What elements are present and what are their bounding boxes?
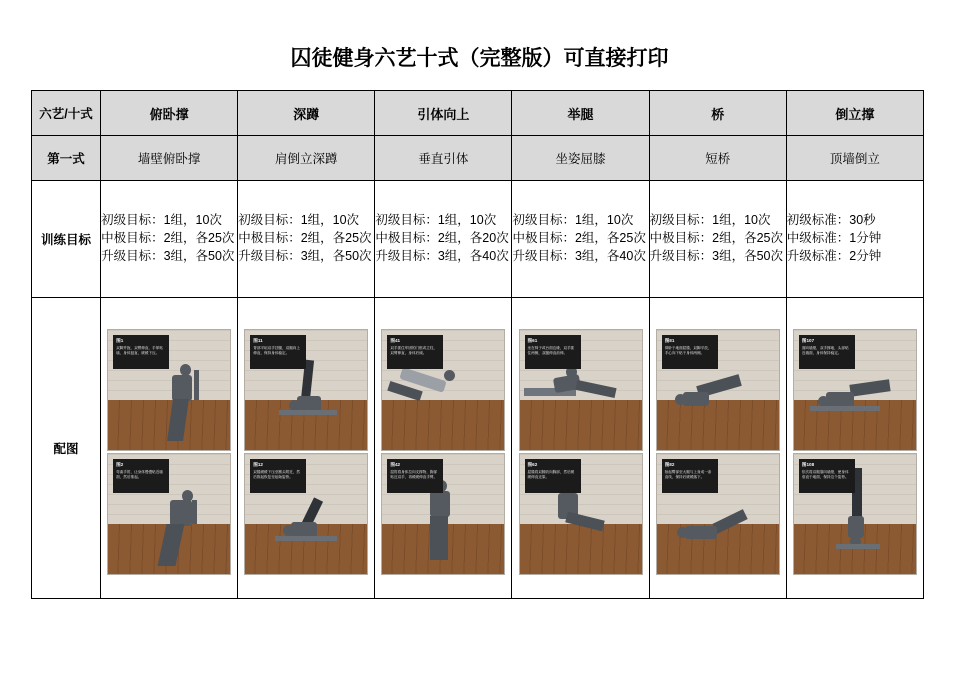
photo-caption xyxy=(113,335,169,369)
figure-head xyxy=(675,394,686,405)
exercise-photo xyxy=(381,329,505,451)
photo-caption-label: 图12 xyxy=(253,462,263,467)
photo-caption-text: 仰卧于地面屈膝，双脚平放，手心向下贴于身体两侧。 xyxy=(664,345,712,356)
photo-caption-text: 双脚并拢，双臂伸直，手掌贴墙，身体挺直，缓缓下压。 xyxy=(116,345,163,356)
first-form-row xyxy=(32,136,924,181)
header-exercise-1: 深蹲 xyxy=(238,91,375,136)
figure-torso xyxy=(291,522,317,537)
first-form-4: 短桥 xyxy=(649,136,786,181)
figure-head xyxy=(677,527,688,538)
photo-caption-text: 面向墙壁，双手撑地，头部贴近墙面，身体保持稳定。 xyxy=(801,345,849,356)
photo-stack-5 xyxy=(787,321,923,575)
figure-arm xyxy=(192,500,197,524)
exercise-photo xyxy=(381,453,505,575)
figure-torso xyxy=(685,526,717,539)
photo-caption-label: 图2 xyxy=(116,462,124,467)
photo-floor xyxy=(520,400,642,450)
header-exercise-4: 桥 xyxy=(649,91,786,136)
figure-torso xyxy=(172,375,192,401)
picture-cell-0 xyxy=(101,298,238,599)
photo-caption xyxy=(525,459,581,493)
exercise-photo xyxy=(519,329,643,451)
photo-floor xyxy=(657,400,779,450)
page-title: 囚徒健身六艺十式（完整版）可直接打印 xyxy=(290,47,669,70)
header-row-label: 六艺/十式 xyxy=(32,91,101,136)
exercise-photo xyxy=(244,453,368,575)
picture-cell-1 xyxy=(238,298,375,599)
training-goal-label: 训练目标 xyxy=(32,181,101,298)
header-exercise-3: 举腿 xyxy=(512,91,649,136)
photo-caption xyxy=(250,459,306,493)
photo-caption xyxy=(525,335,581,369)
first-form-0: 墙壁俯卧撑 xyxy=(101,136,238,181)
training-goal-2: 初级目标：1组，10次 中极目标：2组，各20次 升级目标：3组，各40次 xyxy=(375,181,512,298)
photo-caption-label: 图108 xyxy=(801,462,815,467)
exercise-photo xyxy=(793,329,917,451)
photo-stack-1 xyxy=(238,321,374,575)
exercise-table xyxy=(31,90,924,599)
photo-caption-text: 屈膝将双腿收向胸部，然后缓缓伸直还原。 xyxy=(527,469,575,480)
figure-torso xyxy=(826,392,854,406)
first-form-3: 坐姿屈膝 xyxy=(512,136,649,181)
figure-legs xyxy=(430,516,448,560)
photo-caption xyxy=(113,459,169,493)
photo-stack-3 xyxy=(512,321,648,575)
exercise-photo xyxy=(656,329,780,451)
photo-caption xyxy=(799,335,855,369)
photo-caption-text: 弯曲手肘，让身体慢慢贴近墙面，然后推起。 xyxy=(116,469,163,480)
exercise-photo xyxy=(107,329,231,451)
photo-caption xyxy=(250,335,306,369)
exercise-photo xyxy=(244,329,368,451)
photo-caption-text: 背部平坦双手扶腰，双腿向上伸直，保持身体稳定。 xyxy=(253,345,300,356)
photo-caption xyxy=(662,459,718,493)
training-goal-1: 初级目标：1组，10次 中极目标：2组，各25次 升级目标：3组，各50次 xyxy=(238,181,375,298)
photo-caption-label: 图41 xyxy=(390,338,401,343)
photo-caption-label: 图82 xyxy=(664,462,675,467)
photo-caption-label: 图81 xyxy=(664,338,675,343)
picture-label: 配图 xyxy=(32,298,101,599)
training-goal-row xyxy=(32,181,924,298)
photo-caption-label: 图107 xyxy=(801,338,815,343)
exercise-photo xyxy=(519,453,643,575)
header-exercise-0: 俯卧撑 xyxy=(101,91,238,136)
photo-caption-label: 图42 xyxy=(390,462,401,467)
exercise-photo xyxy=(107,453,231,575)
photo-caption-label: 图61 xyxy=(527,338,538,343)
photo-caption-label: 图1 xyxy=(116,338,124,343)
photo-caption-label: 图11 xyxy=(253,338,263,343)
photo-caption-text: 双手抓住牢固的门框或立柱，双臂伸直，身体后倾。 xyxy=(390,345,438,356)
photo-floor xyxy=(382,400,504,450)
photo-caption-text: 抬起臀部至大腿与上身成一条直线，保持后缓缓落下。 xyxy=(664,469,712,480)
picture-cell-5 xyxy=(786,298,923,599)
picture-cell-2 xyxy=(375,298,512,599)
picture-cell-3 xyxy=(512,298,649,599)
exercise-photo xyxy=(656,453,780,575)
figure-torso xyxy=(683,392,709,406)
header-exercise-2: 引体向上 xyxy=(375,91,512,136)
photo-caption-text: 屈肘将身体拉向支撑物，胸部贴近双手，再缓缓伸直手臂。 xyxy=(390,469,438,480)
training-goal-0: 初级目标：1组，10次 中极目标：2组，各25次 升级目标：3组，各50次 xyxy=(101,181,238,298)
training-goal-4: 初级目标：1组，10次 中极目标：2组，各25次 升级目标：3组，各50次 xyxy=(649,181,786,298)
exercise-mat xyxy=(810,406,880,411)
figure-torso xyxy=(848,516,864,538)
picture-cell-4 xyxy=(649,298,786,599)
exercise-mat xyxy=(275,536,337,541)
figure-arm xyxy=(194,370,199,400)
header-exercise-5: 倒立撑 xyxy=(786,91,923,136)
exercise-mat xyxy=(836,544,880,549)
figure-torso xyxy=(430,491,450,517)
photo-stack-2 xyxy=(375,321,511,575)
photo-caption-text: 坐在椅子或台面边缘，双手抓住两侧，双腿伸直前伸。 xyxy=(527,345,575,356)
first-form-label: 第一式 xyxy=(32,136,101,181)
training-goal-3: 初级目标：1组，10次 中极目标：2组，各25次 升级目标：3组，各40次 xyxy=(512,181,649,298)
photo-caption xyxy=(387,459,443,493)
exercise-photo xyxy=(793,453,917,575)
photo-caption xyxy=(799,459,855,493)
photo-floor xyxy=(520,524,642,574)
photo-caption-text: 双膝缓缓下压至额头附近，然后推起恢复至起始姿势。 xyxy=(253,469,300,480)
first-form-5: 顶墙倒立 xyxy=(786,136,923,181)
photo-caption-label: 图62 xyxy=(527,462,538,467)
first-form-1: 肩倒立深蹲 xyxy=(238,136,375,181)
picture-row xyxy=(32,298,924,599)
photo-stack-4 xyxy=(650,321,786,575)
figure-torso xyxy=(170,500,192,526)
first-form-2: 垂直引体 xyxy=(375,136,512,181)
photo-caption-text: 依次将双腿靠向墙壁，使身体垂直于地面，保持这个姿势。 xyxy=(801,469,849,480)
exercise-mat xyxy=(279,410,337,415)
training-goal-5: 初级标准：30秒 中级标准：1分钟 升级标准：2分钟 xyxy=(786,181,923,298)
photo-stack-0 xyxy=(101,321,237,575)
table-header-row xyxy=(32,91,924,136)
photo-caption xyxy=(387,335,443,369)
photo-caption xyxy=(662,335,718,369)
